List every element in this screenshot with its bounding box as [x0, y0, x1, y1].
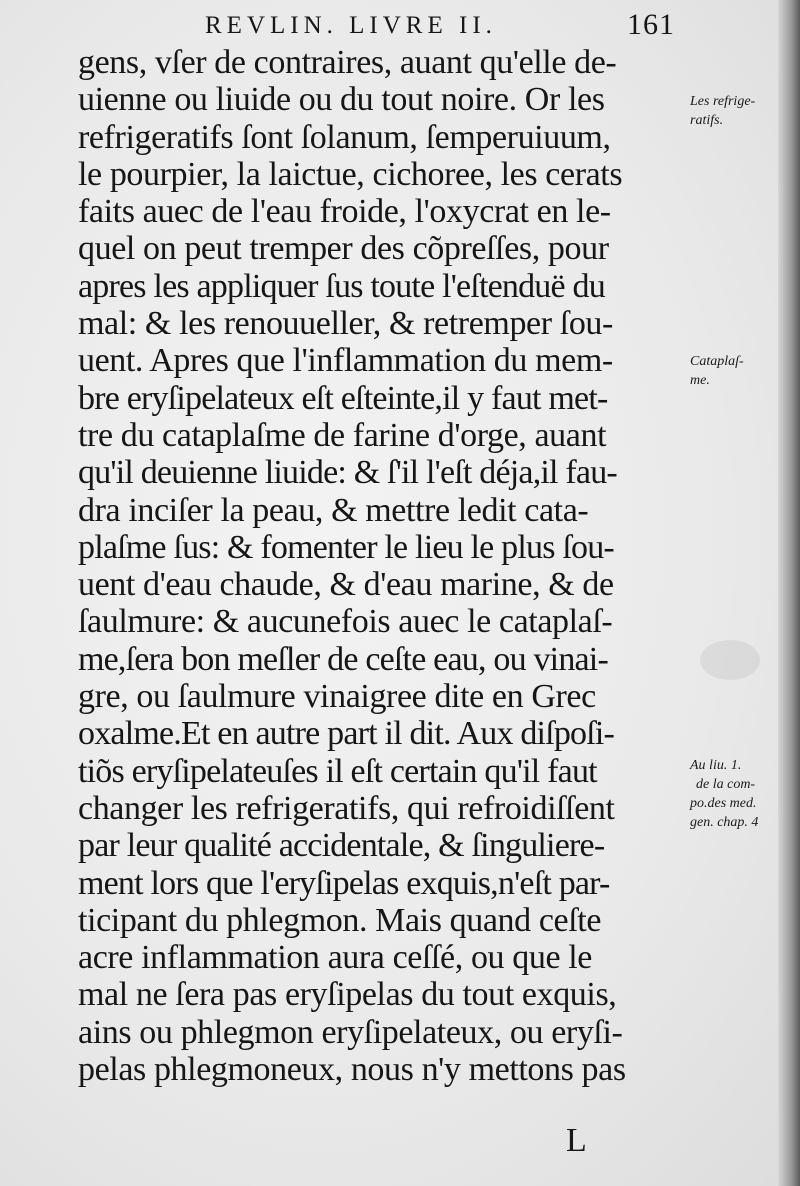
marginal-note-refrigeratifs	[690, 92, 755, 130]
text-line: ment lors que l'eryſipelas exquis,n'eſt par-	[78, 864, 610, 902]
marginal-note-line: po.des med.	[690, 796, 757, 811]
text-line: acre inflammation aura ceſſé, ou que le	[78, 939, 592, 977]
text-line: le pourpier, la laictue, cichoree, les cerats	[78, 155, 623, 193]
page-edge-shadow	[778, 0, 800, 1186]
text-line: bre eryſipelateux eſt eſteinte,il y faut met-	[78, 379, 608, 417]
marginal-note-line: de la com-	[696, 777, 756, 792]
marginal-note-line: me.	[690, 373, 710, 388]
marginal-note-line: Au liu. 1.	[690, 758, 742, 773]
text-line: plaſme ſus: & fomenter le lieu le plus ſou-	[78, 528, 614, 566]
text-line: ſaulmure: & aucunefois auec le cataplaſ-	[78, 603, 613, 641]
marginal-note-line: ratifs.	[690, 113, 724, 128]
text-line: faits auec de l'eau froide, l'oxycrat en le-	[78, 193, 611, 231]
text-line: apres les appliquer ſus toute l'eſtenduë du	[78, 267, 605, 305]
text-line: gens, vſer de contraires, auant qu'elle de-	[78, 44, 617, 81]
text-line: uienne ou liuide ou du tout noire. Or les	[78, 81, 605, 119]
text-line: refrigeratifs ſont ſolanum, ſemperuiuum,	[78, 118, 611, 156]
marginal-note-reference	[690, 756, 758, 832]
running-title: REVLIN. LIVRE II.	[205, 12, 497, 39]
text-line: tiõs eryſipelateuſes il eſt certain qu'il faut	[78, 752, 597, 790]
text-line: uent. Apres que l'inflammation du mem-	[78, 342, 613, 380]
text-line: dra inciſer la peau, & mettre ledit cata-	[78, 491, 589, 529]
marginal-note-line: Cataplaſ-	[690, 354, 744, 369]
marginal-note-line: gen. chap. 4	[690, 815, 759, 830]
page-number: 161	[627, 8, 675, 41]
running-header	[205, 8, 685, 42]
marginal-note-line: Les refrige-	[690, 94, 756, 109]
signature-mark: L	[566, 1122, 587, 1159]
text-line: gre, ou ſaulmure vinaigree dite en Grec	[78, 678, 596, 716]
text-line: mal ne ſera pas eryſipelas du tout exquis,	[78, 976, 617, 1014]
text-line: mal: & les renouueller, & retremper ſou-	[78, 305, 613, 343]
text-line: par leur qualité accidentale, & ſinguliere-	[78, 827, 605, 865]
text-line: tre du cataplaſme de farine d'orge, auant	[78, 416, 607, 454]
text-line: uent d'eau chaude, & d'eau marine, & de	[78, 566, 614, 604]
text-line: qu'il deuienne liuide: & ſ'il l'eſt déja,il fau-	[78, 454, 617, 492]
text-line: changer les refrigeratifs, qui refroidiſſent	[78, 789, 615, 827]
body-text	[78, 44, 688, 1088]
marginal-note-cataplasme	[690, 352, 744, 390]
text-line: ains ou phlegmon eryſipelateux, ou eryſi-	[78, 1013, 623, 1051]
text-line: me,ſera bon meſler de ceſte eau, ou vinai-	[78, 640, 608, 678]
text-line: quel on peut tremper des cõpreſſes, pour	[78, 230, 609, 268]
text-line: oxalme.Et en autre part il dit. Aux diſpoſi-	[78, 715, 615, 753]
text-line: pelas phlegmoneux, nous n'y mettons pas	[78, 1051, 626, 1089]
paper-stain	[700, 640, 760, 680]
text-line: ticipant du phlegmon. Mais quand ceſte	[78, 901, 602, 939]
